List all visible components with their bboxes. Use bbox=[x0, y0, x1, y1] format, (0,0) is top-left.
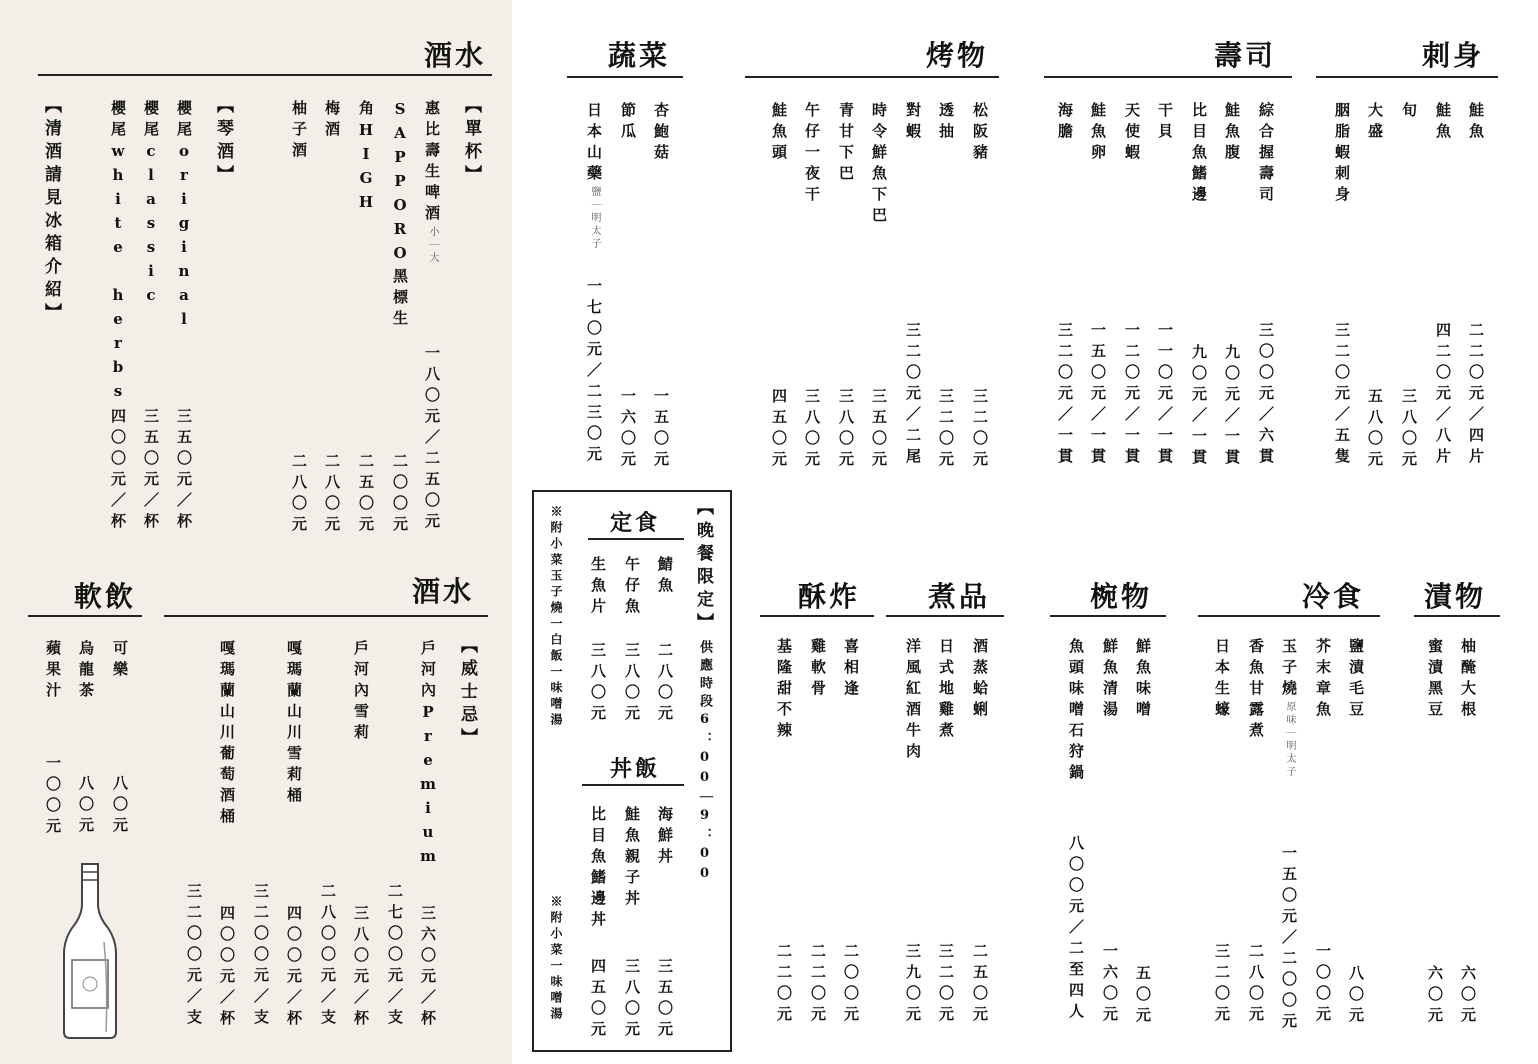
bowl-clear-price: 一六〇元 bbox=[1101, 943, 1119, 1027]
dinner-header: 【晚餐限定】 bbox=[693, 498, 713, 636]
grill-fish-jaw-price: 三五〇元 bbox=[870, 388, 888, 472]
veg-king-oyster: 杏鮑菇 bbox=[652, 102, 670, 165]
don-engawa-price: 四五〇元 bbox=[589, 958, 607, 1042]
fried-tempura: 基隆甜不辣 bbox=[775, 638, 793, 743]
umeshu: 梅酒 bbox=[323, 100, 341, 142]
set-meal-title: 定食 bbox=[610, 510, 661, 536]
sashimi-large: 大盛 bbox=[1366, 102, 1384, 144]
gin-white-herbs-price: 四〇〇元／杯 bbox=[109, 408, 127, 534]
set-sashimi-price: 三八〇元 bbox=[589, 642, 607, 726]
grill-squid-price: 三二〇元 bbox=[937, 388, 955, 472]
whisky-toga-sherry-bottle: 二八〇〇元／支 bbox=[319, 883, 337, 1030]
veg-king-oyster-price: 一五〇元 bbox=[652, 388, 670, 472]
sake-header: 【清酒請見冰箱介紹】 bbox=[41, 96, 61, 326]
simmer-beef-price: 三九〇元 bbox=[904, 943, 922, 1027]
sushi-salmon-belly-price: 九〇元／一貫 bbox=[1223, 344, 1241, 470]
beer-header: 【單杯】 bbox=[461, 96, 481, 188]
gin-original-price: 三五〇元／杯 bbox=[175, 408, 193, 534]
bowl-hotpot-price: 八〇〇元／二至四人 bbox=[1067, 835, 1085, 1024]
don-seafood: 海鮮丼 bbox=[656, 806, 674, 869]
gin-white-herbs: 櫻尾white herbs bbox=[109, 100, 127, 406]
apple-juice: 蘋果汁 bbox=[44, 640, 62, 703]
sushi-scallop-price: 一一〇元／一貫 bbox=[1156, 322, 1174, 469]
set-threadfin: 午仔魚 bbox=[623, 556, 641, 619]
simmer-chicken: 日式地雞煮 bbox=[937, 638, 955, 743]
whisky-header: 【威士忌】 bbox=[457, 636, 477, 751]
sushi-rule bbox=[1044, 76, 1292, 78]
sashimi-shrimp-price: 三二〇元／五隻 bbox=[1333, 322, 1351, 469]
grill-salmon-head: 鮭魚頭 bbox=[770, 102, 788, 165]
cold-octopus-price: 一〇〇元 bbox=[1314, 943, 1332, 1027]
fried-cartilage: 雞軟骨 bbox=[809, 638, 827, 701]
drinks-title: 酒水 bbox=[424, 39, 487, 72]
sushi-scallop: 干貝 bbox=[1156, 102, 1174, 144]
cold-tamago-price: 一五〇元／二〇〇元 bbox=[1280, 845, 1298, 1034]
simmer-rule bbox=[886, 615, 1004, 617]
bowl-rule bbox=[1050, 615, 1166, 617]
sashimi-large-price: 五八〇元 bbox=[1366, 388, 1384, 472]
sushi-uni: 海膽 bbox=[1056, 102, 1074, 144]
cold-edamame-price: 八〇元 bbox=[1347, 965, 1365, 1028]
beer-ebisu: 惠比壽生啤酒小｜大 bbox=[423, 100, 441, 265]
pickles-rule bbox=[1414, 615, 1500, 617]
sushi-engawa-price: 九〇元／一貫 bbox=[1190, 344, 1208, 470]
sushi-angel-shrimp: 天使蝦 bbox=[1123, 102, 1141, 165]
cold-oyster-price: 三二〇元 bbox=[1213, 943, 1231, 1027]
dinner-hours: 供應時段6：00｜9：00 bbox=[697, 640, 712, 886]
cold-oyster: 日本生蠔 bbox=[1213, 638, 1231, 722]
bowl-hotpot: 魚頭味噌石狩鍋 bbox=[1067, 638, 1085, 785]
sashimi-title: 刺身 bbox=[1422, 39, 1485, 72]
softdrinks-title: 軟飲 bbox=[74, 580, 137, 613]
whisky-rule bbox=[164, 615, 488, 617]
yuzushu-price: 二八〇元 bbox=[290, 453, 308, 537]
beer-kaku-price: 二五〇元 bbox=[357, 453, 375, 537]
sushi-ikura-price: 一五〇元／一貫 bbox=[1089, 322, 1107, 469]
set-mackerel-price: 二八〇元 bbox=[656, 642, 674, 726]
oolong: 烏龍茶 bbox=[77, 640, 95, 703]
whisky-toga-sherry: 戶河內雪莉 bbox=[352, 640, 370, 745]
yuzushu: 柚子酒 bbox=[290, 100, 308, 163]
cold-ayu: 香魚甘露煮 bbox=[1247, 638, 1265, 743]
beer-sapporo: SAPPORO黑標生 bbox=[391, 100, 409, 331]
sushi-uni-price: 三二〇元／一貫 bbox=[1056, 322, 1074, 469]
set-meal-note: ※附小菜玉子燒一白飯一味噌湯 bbox=[549, 505, 563, 729]
veg-yam-price: 一七〇元／二三〇元 bbox=[585, 278, 603, 467]
pickles-title: 漬物 bbox=[1424, 580, 1487, 613]
pickle-blackbean: 蜜漬黑豆 bbox=[1426, 638, 1444, 722]
sashimi-seasonal: 旬 bbox=[1400, 102, 1418, 123]
whisky-kavalan-sherry-bottle: 三二〇〇元／支 bbox=[252, 883, 270, 1030]
whisky-kavalan-wine-bottle: 三二〇〇元／支 bbox=[185, 883, 203, 1030]
set-threadfin-price: 三八〇元 bbox=[623, 642, 641, 726]
simmer-clam: 酒蒸蛤蜊 bbox=[971, 638, 989, 722]
set-mackerel: 鯖魚 bbox=[656, 556, 674, 598]
grill-salmon-head-price: 四五〇元 bbox=[770, 388, 788, 472]
bowl-miso: 鮮魚味噌 bbox=[1134, 638, 1152, 722]
fried-shishamo-price: 二〇〇元 bbox=[842, 943, 860, 1027]
simmer-beef: 洋風紅酒牛肉 bbox=[904, 638, 922, 764]
cold-rule bbox=[1198, 615, 1380, 617]
sashimi-salmon-4-price: 二二〇元／四片 bbox=[1467, 322, 1485, 469]
don-note: ※附小菜一味噌湯 bbox=[549, 895, 563, 1023]
simmer-title: 煮品 bbox=[928, 580, 991, 613]
grill-fish-jaw: 時令鮮魚下巴 bbox=[870, 102, 888, 228]
sashimi-seasonal-price: 三八〇元 bbox=[1400, 388, 1418, 472]
pickle-daikon: 柚醃大根 bbox=[1459, 638, 1477, 722]
don-salmon-oyako-price: 三八〇元 bbox=[623, 958, 641, 1042]
whisky-kavalan-wine-glass: 四〇〇元／杯 bbox=[218, 905, 236, 1031]
whisky-section-title: 酒水 bbox=[412, 575, 475, 608]
veg-zucchini-price: 一六〇元 bbox=[619, 388, 637, 472]
grill-threadfin: 午仔一夜干 bbox=[803, 102, 821, 207]
grill-yellowtail-jaw-price: 三八〇元 bbox=[837, 388, 855, 472]
sushi-engawa: 比目魚鰭邊 bbox=[1190, 102, 1208, 207]
sashimi-rule bbox=[1316, 76, 1498, 78]
whisky-kavalan-wine: 嘎瑪蘭山川葡萄酒桶 bbox=[218, 640, 236, 829]
don-engawa: 比目魚鰭邊丼 bbox=[589, 806, 607, 932]
whisky-kavalan-sherry-glass: 四〇〇元／杯 bbox=[285, 905, 303, 1031]
sushi-assorted-price: 三〇〇元／六貫 bbox=[1257, 322, 1275, 469]
grill-prawn: 對蝦 bbox=[904, 102, 922, 144]
apple-juice-price: 一〇〇元 bbox=[44, 755, 62, 839]
bowl-clear: 鮮魚清湯 bbox=[1101, 638, 1119, 722]
grill-pork-price: 三二〇元 bbox=[971, 388, 989, 472]
whisky-toga-premium-bottle: 二七〇〇元／支 bbox=[386, 883, 404, 1030]
grill-squid: 透抽 bbox=[937, 102, 955, 144]
bowl-title: 椀物 bbox=[1090, 580, 1153, 613]
oolong-price: 八〇元 bbox=[77, 775, 95, 838]
sushi-title: 壽司 bbox=[1214, 39, 1277, 72]
gin-header: 【琴酒】 bbox=[213, 96, 233, 188]
cold-tamago: 玉子燒原味｜明太子 bbox=[1280, 638, 1298, 779]
pickle-daikon-price: 六〇元 bbox=[1459, 965, 1477, 1028]
whisky-toga-premium: 戶河內Premium bbox=[419, 640, 437, 871]
whisky-toga-sherry-glass: 三八〇元／杯 bbox=[352, 905, 370, 1031]
simmer-chicken-price: 三二〇元 bbox=[937, 943, 955, 1027]
gin-classic-price: 三五〇元／杯 bbox=[142, 408, 160, 534]
grill-pork: 松阪豬 bbox=[971, 102, 989, 165]
sashimi-salmon-8: 鮭魚 bbox=[1434, 102, 1452, 144]
bowl-miso-price: 五〇元 bbox=[1134, 965, 1152, 1028]
whisky-kavalan-sherry: 嘎瑪蘭山川雪莉桶 bbox=[285, 640, 303, 808]
cola: 可樂 bbox=[111, 640, 129, 682]
grill-rule bbox=[745, 76, 999, 78]
don-title: 丼飯 bbox=[610, 756, 661, 782]
simmer-clam-price: 二五〇元 bbox=[971, 943, 989, 1027]
beer-kaku: 角HIGH bbox=[357, 100, 375, 217]
beer-sapporo-price: 二〇〇元 bbox=[391, 453, 409, 537]
sushi-assorted: 綜合握壽司 bbox=[1257, 102, 1275, 207]
sushi-salmon-belly: 鮭魚腹 bbox=[1223, 102, 1241, 165]
sushi-angel-shrimp-price: 一二〇元／一貫 bbox=[1123, 322, 1141, 469]
whisky-toga-premium-glass: 三六〇元／杯 bbox=[419, 905, 437, 1031]
fried-tempura-price: 二二〇元 bbox=[775, 943, 793, 1027]
gin-original: 櫻尾original bbox=[175, 100, 193, 334]
drinks-rule bbox=[38, 74, 492, 76]
sashimi-salmon-8-price: 四二〇元／八片 bbox=[1434, 322, 1452, 469]
veg-yam: 日本山藥鹽｜明太子 bbox=[585, 102, 603, 251]
veg-rule bbox=[567, 76, 683, 78]
fried-rule bbox=[760, 615, 874, 617]
set-sashimi: 生魚片 bbox=[589, 556, 607, 619]
grill-title: 烤物 bbox=[926, 39, 989, 72]
gin-classic: 櫻尾classic bbox=[142, 100, 160, 310]
cold-ayu-price: 二八〇元 bbox=[1247, 943, 1265, 1027]
grill-threadfin-price: 三八〇元 bbox=[803, 388, 821, 472]
cold-edamame: 鹽漬毛豆 bbox=[1347, 638, 1365, 722]
fried-title: 酥炸 bbox=[798, 580, 861, 613]
don-salmon-oyako: 鮭魚親子丼 bbox=[623, 806, 641, 911]
grill-yellowtail-jaw: 青甘下巴 bbox=[837, 102, 855, 186]
sushi-ikura: 鮭魚卵 bbox=[1089, 102, 1107, 165]
fried-shishamo: 喜相逢 bbox=[842, 638, 860, 701]
sashimi-salmon-4: 鮭魚 bbox=[1467, 102, 1485, 144]
set-meal-rule bbox=[588, 538, 684, 540]
cold-title: 冷食 bbox=[1302, 580, 1365, 613]
pickle-blackbean-price: 六〇元 bbox=[1426, 965, 1444, 1028]
veg-zucchini: 節瓜 bbox=[619, 102, 637, 144]
umeshu-price: 二八〇元 bbox=[323, 453, 341, 537]
sake-bottle-icon bbox=[60, 862, 120, 1042]
grill-prawn-price: 三二〇元／二尾 bbox=[904, 322, 922, 469]
cold-octopus: 芥末章魚 bbox=[1314, 638, 1332, 722]
veg-title: 蔬菜 bbox=[608, 39, 671, 72]
don-seafood-price: 三五〇元 bbox=[656, 958, 674, 1042]
softdrinks-rule bbox=[28, 615, 142, 617]
fried-cartilage-price: 二二〇元 bbox=[809, 943, 827, 1027]
beer-ebisu-price: 一八〇元／二五〇元 bbox=[423, 345, 441, 534]
cola-price: 八〇元 bbox=[111, 775, 129, 838]
sashimi-shrimp: 胭脂蝦刺身 bbox=[1333, 102, 1351, 207]
don-rule bbox=[582, 784, 684, 786]
